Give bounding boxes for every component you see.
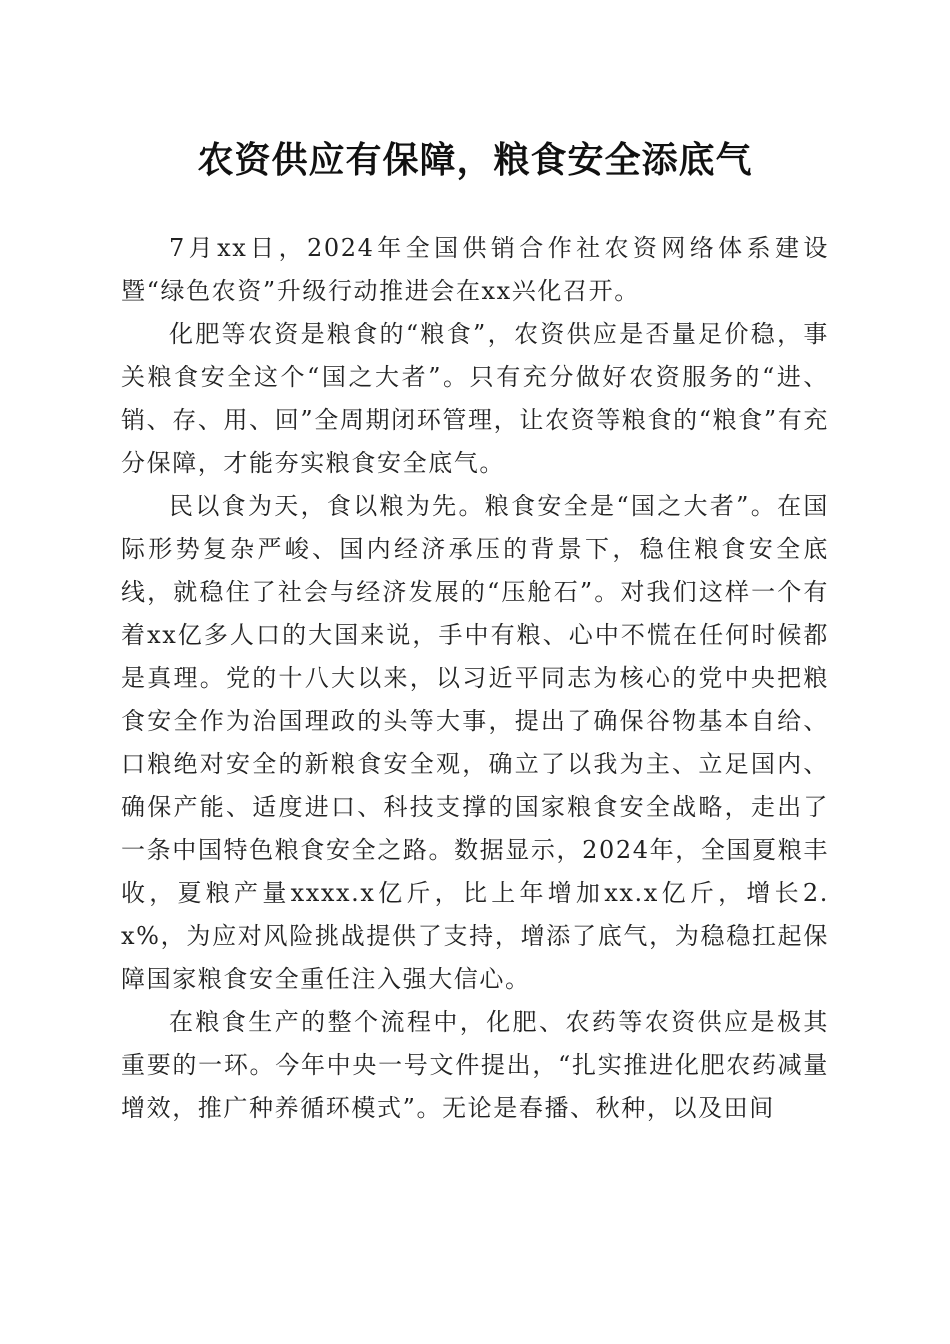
document-title: 农资供应有保障，粮食安全添底气	[197, 139, 753, 181]
document-body	[121, 227, 829, 1130]
paragraph-food-security: 民以食为天，食以粮为先。粮食安全是“国之大者”。在国际形势复杂严峻、国内经济承压的背景下，稳住粮食安全底线，就稳住了社会与经济发展的“压舱石”。对我们这样一个有着xx亿多人口的大国来说，手中有粮、心中不慌在任何时候都是真理。党的十八大以来，以习近平同志为核心的党中央把粮食安全作为治国理政的头等大事，提出了确保谷物基本自给、口粮绝对安全的新粮食安全观，确立了以我为主、立足国内、确保产能、适度进口、科技支撑的国家粮食安全战略，走出了一条中国特色粮食安全之路。数据显示，2024年，全国夏粮丰收，夏粮产量xxxx.x亿斤，比上年增加xx.x亿斤，增长2.x%，为应对风险挑战提供了支持，增添了底气，为稳稳扛起保障国家粮食安全重任注入强大信心。	[121, 492, 829, 993]
paragraph-production-process: 在粮食生产的整个流程中，化肥、农药等农资供应是极其重要的一环。今年中央一号文件提出，“扎实推进化肥农药减量增效，推广种养循环模式”。无论是春播、秋种，以及田间	[121, 1008, 829, 1122]
paragraph-meeting-intro: 7月xx日，2024年全国供销合作社农资网络体系建设暨“绿色农资”升级行动推进会在xx兴化召开。	[121, 234, 829, 305]
paragraph-agri-supplies: 化肥等农资是粮食的“粮食”，农资供应是否量足价稳，事关粮食安全这个“国之大者”。只有充分做好农资服务的“进、销、存、用、回”全周期闭环管理，让农资等粮食的“粮食”有充分保障，才能夯实粮食安全底气。	[121, 320, 829, 477]
